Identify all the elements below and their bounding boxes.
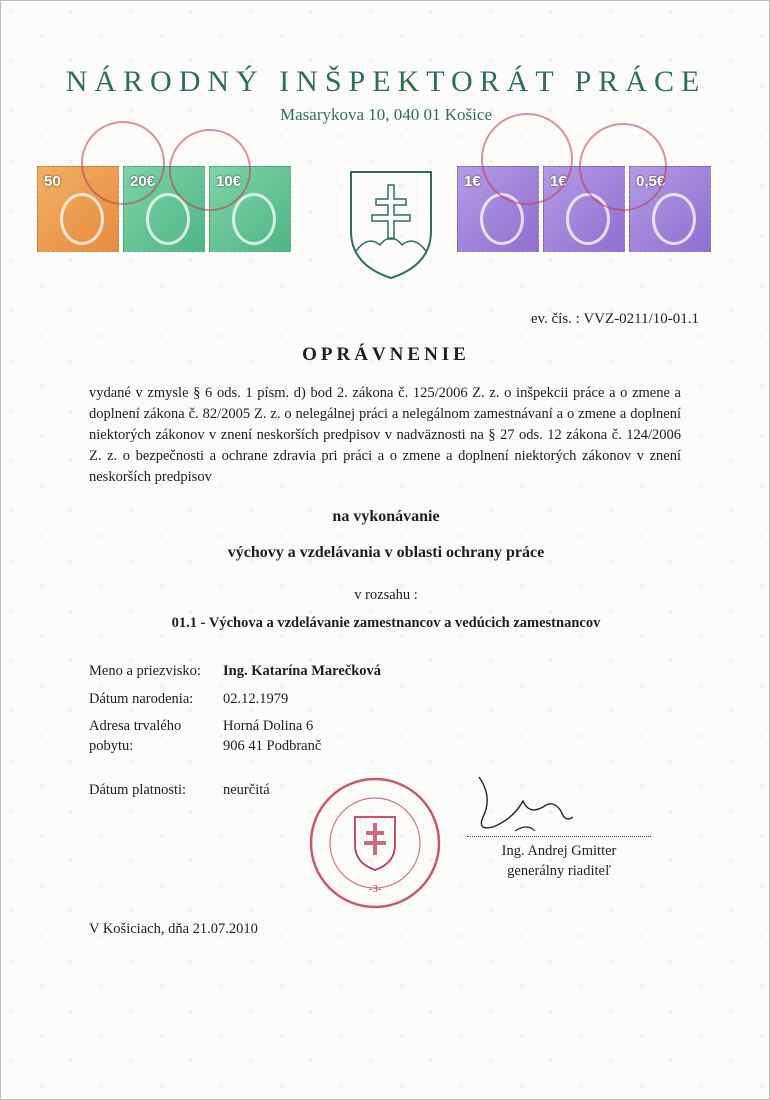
stamp-value: 1€ [464, 173, 481, 190]
stamp-emblem-icon [652, 193, 696, 245]
address-value-line-1: Horná Dolina 6 [223, 718, 314, 734]
red-cancellation-seal-icon [81, 121, 165, 205]
validity-label: Dátum platnosti: [89, 782, 187, 798]
birth-date-label: Dátum narodenia: [89, 691, 194, 707]
place-and-date: V Košiciach, dňa 21.07.2010 [89, 921, 258, 937]
signature-line [467, 836, 651, 837]
institution-name: NÁRODNÝ INŠPEKTORÁT PRÁCE [65, 65, 707, 98]
name-label: Meno a priezvisko: [89, 663, 201, 679]
address-label-line-1: Adresa trvalého [89, 718, 182, 734]
name-value: Ing. Katarína Marečková [223, 663, 382, 679]
revenue-stamps-left [37, 166, 295, 254]
slovak-coat-of-arms-icon [348, 169, 434, 281]
red-cancellation-seal-icon [579, 123, 667, 211]
institution-address: Masarykova 10, 040 01 Košice [280, 105, 492, 124]
signatory-title: generálny riaditeľ [507, 863, 611, 879]
stamp-emblem-icon [60, 193, 104, 245]
handwritten-signature-icon [469, 769, 579, 845]
stamp-value: 0,5€ [636, 173, 666, 190]
record-number: ev. čís. : VVZ-0211/10-01.1 [530, 311, 699, 327]
legal-basis-text: vydané v zmysle § 6 ods. 1 písm. d) bod 2. zákona č. 125/2006 Z. z. o inšpekcii práce a o zmene a doplnení zákona č. 82/2005 Z. z. o nelegálnej práci a nelegálnom zamestnávaní a o zmene a doplnení niektorých zákonov v znení neskorších predpisov v nadväznosti na § 27 ods. 12 zákona č. 124/2006 Z. z. o bezpečnosti a ochrane zdravia pri práci a o zmene a doplnení niektorých zákonov v znení neskorších predpisov [89, 385, 681, 485]
stamp-value: 20€ [130, 173, 156, 190]
scope-label: v rozsahu : [354, 587, 418, 603]
red-cancellation-seal-icon [481, 113, 573, 205]
document-title: OPRÁVNENIE [302, 344, 470, 365]
purpose-line-2: výchovy a vzdelávania v oblasti ochrany práce [227, 544, 545, 561]
stamp-value: 10€ [216, 173, 242, 190]
seal-number: -3- [368, 883, 382, 895]
stamp-emblem-icon [232, 193, 276, 245]
red-cancellation-seal-icon [169, 129, 251, 211]
scope-value: 01.1 - Výchova a vzdelávanie zamestnancov a vedúcich zamestnancov [171, 615, 601, 631]
birth-date-value: 02.12.1979 [223, 691, 289, 707]
signatory-name: Ing. Andrej Gmitter [501, 843, 617, 859]
validity-value: neurčitá [223, 782, 270, 798]
address-value-line-2: 906 41 Podbranč [223, 738, 322, 754]
stamp-value: 50 [44, 173, 61, 190]
address-label-line-2: pobytu: [89, 738, 134, 754]
stamp-value: 1€ [550, 173, 567, 190]
purpose-line-1: na vykonávanie [332, 508, 440, 525]
